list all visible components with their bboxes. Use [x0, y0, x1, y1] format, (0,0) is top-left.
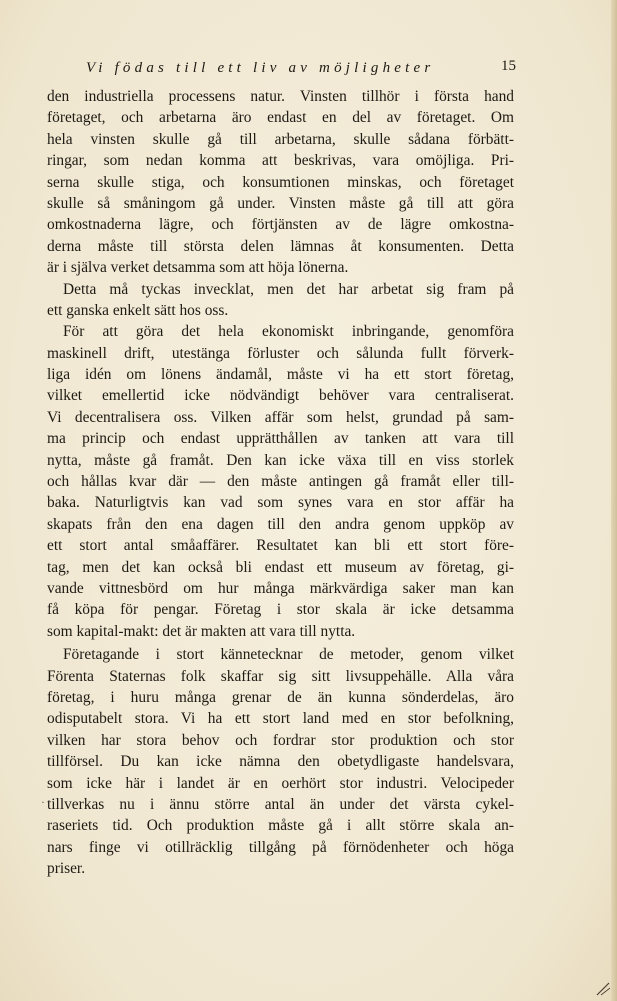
text-line: Vi decentralisera oss. Vilken affär som helst, grundad på sam-: [47, 408, 514, 426]
paragraph: [47, 86, 514, 279]
text-line: företaget, och arbetarna äro endast en del av företaget. Om: [47, 109, 514, 127]
text-line: den industriella processens natur. Vinsten tillhör i första hand: [47, 88, 514, 105]
text-line: odisputabelt stora. Vi ha ett stort land med en stor befolkning,: [47, 710, 514, 728]
text-line: ett stort antal småaffärer. Resultatet kan bli ett stort före-: [47, 537, 514, 555]
text-line: Företagande i stort kännetecknar de metoder, genom vilket: [63, 646, 514, 664]
text-line: omkostnaderna lägre, och förtjänsten av de lägre omkostna-: [47, 216, 514, 234]
page-header: [86, 60, 516, 84]
text-line: Detta må tyckas invecklat, men det har arbetat sig fram på: [63, 280, 514, 298]
text-line: vilken har stora behov och fordrar stor produktion och stor: [47, 731, 514, 749]
text-line: För att göra det hela ekonomiskt inbringande, genomföra: [63, 323, 514, 341]
text-line: som kapital-makt: det är makten att vara till nytta.: [47, 622, 356, 640]
text-line: ett ganska enkelt sätt hos oss.: [47, 301, 229, 319]
text-line: priser.: [47, 860, 86, 878]
running-title: Vi födas till ett liv av möjligheter: [86, 60, 435, 76]
text-line: hela vinsten skulle gå till arbetarna, skulle sådana förbätt-: [47, 130, 514, 148]
text-line: skulle så småningom gå under. Vinsten måste gå till att göra: [47, 194, 514, 212]
text-line: liga idén om lönens ändamål, måste vi ha ett stort företag,: [47, 366, 514, 384]
text-line: maskinell drift, utestänga förluster och sålunda fullt förverk-: [47, 344, 514, 362]
text-line: baka. Naturligtvis kan vad som synes vara en stor affär ha: [47, 494, 514, 512]
paragraph: [47, 279, 514, 322]
body-text: [47, 86, 514, 879]
page-edge: [611, 0, 617, 1001]
text-line: är i själva verket detsamma som att höja lönerna.: [47, 259, 349, 277]
text-line: Förenta Staternas folk skaffar sig sitt livsuppehälle. Alla våra: [47, 667, 514, 685]
text-line: få köpa för pengar. Företag i stor skala är icke detsamma: [47, 601, 514, 619]
text-line: derna måste till största delen lämnas åt konsumenten. Detta: [47, 237, 514, 255]
text-line: ringar, som nedan komma att beskrivas, vara omöjliga. Pri-: [47, 152, 514, 170]
text-line: tillförsel. Du kan icke nämna den obetydligaste handelsvara,: [47, 753, 514, 771]
text-line: vilket emellertid icke nödvändigt behöver vara centraliserat.: [47, 387, 514, 405]
paragraph: [47, 644, 514, 879]
text-line: företag, i huru många grenar de än kunna sönderdelas, äro: [47, 688, 514, 706]
margin-dot: ·: [41, 795, 45, 809]
text-line: vande vittnesbörd om hur många märkvärdiga saker man kan: [47, 579, 514, 597]
text-line: serna skulle stiga, och konsumtionen minskas, och företaget: [47, 173, 514, 191]
text-line: nytta, måste gå framåt. Den kan icke växa till en viss storlek: [47, 451, 514, 469]
paragraph: [47, 321, 514, 642]
text-line: tillverkas nu i ännu större antal än under det värsta cykel-: [47, 795, 514, 813]
text-line: ma princip och endast upprätthållen av tanken att vara till: [47, 430, 514, 448]
text-line: och hållas kvar där — den måste antingen gå framåt eller till-: [47, 473, 514, 491]
text-line: tag, men det kan också bli endast ett museum av företag, gi-: [47, 558, 514, 576]
corner-pencil-mark: [595, 979, 611, 997]
text-line: raseriets tid. Och produktion måste gå i allt större skala an-: [47, 817, 514, 835]
text-line: skapats från den ena dagen till den andra genom uppköp av: [47, 515, 514, 533]
page-number: 15: [501, 58, 516, 74]
text-line: som icke här i landet är en oerhört stor industri. Velocipeder: [47, 774, 514, 792]
text-line: nars finge vi otillräcklig tillgång på förnödenheter och höga: [47, 838, 514, 856]
